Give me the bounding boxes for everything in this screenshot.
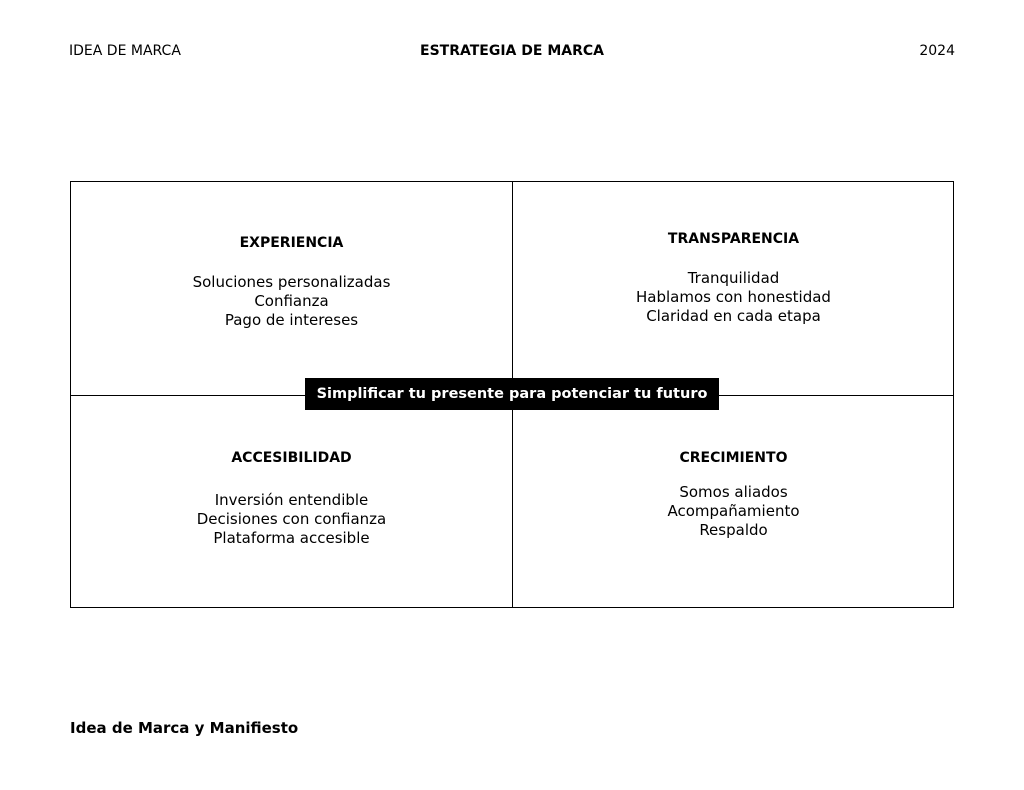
quadrant-items (513, 269, 954, 326)
quadrant-title: CRECIMIENTO (679, 450, 788, 466)
quadrant-title: TRANSPARENCIA (667, 231, 800, 247)
center-statement-banner: Simplificar tu presente para potenciar tu futuro (305, 378, 719, 410)
quadrant-item: Inversión entendible (214, 491, 369, 509)
quadrant-item: Confianza (254, 292, 329, 310)
quadrant-items (71, 273, 512, 330)
quadrant-item: Acompañamiento (667, 502, 800, 520)
quadrant-item: Claridad en cada etapa (646, 307, 821, 325)
quadrant-item: Soluciones personalizadas (192, 273, 391, 291)
quadrant-crecimiento (513, 449, 954, 540)
quadrant-accesibilidad (71, 449, 512, 548)
quadrant-title: EXPERIENCIA (239, 235, 344, 251)
footer-title: Idea de Marca y Manifiesto (70, 719, 299, 737)
header-left-label: IDEA DE MARCA (69, 43, 181, 59)
quadrant-item: Somos aliados (679, 483, 788, 501)
quadrant-experiencia (71, 234, 512, 330)
quadrant-item: Decisiones con confianza (196, 510, 387, 528)
quadrant-item: Plataforma accesible (213, 529, 370, 547)
header-title: ESTRATEGIA DE MARCA (420, 43, 604, 59)
quadrant-item: Pago de intereses (224, 311, 359, 329)
quadrant-item: Respaldo (699, 521, 768, 539)
quadrant-items (513, 483, 954, 540)
quadrant-item: Hablamos con honestidad (636, 288, 831, 306)
quadrant-title: ACCESIBILIDAD (231, 450, 352, 466)
quadrant-item: Tranquilidad (687, 269, 780, 287)
quadrant-items (71, 491, 512, 548)
header-year: 2024 (919, 43, 955, 59)
quadrant-transparencia (513, 230, 954, 326)
